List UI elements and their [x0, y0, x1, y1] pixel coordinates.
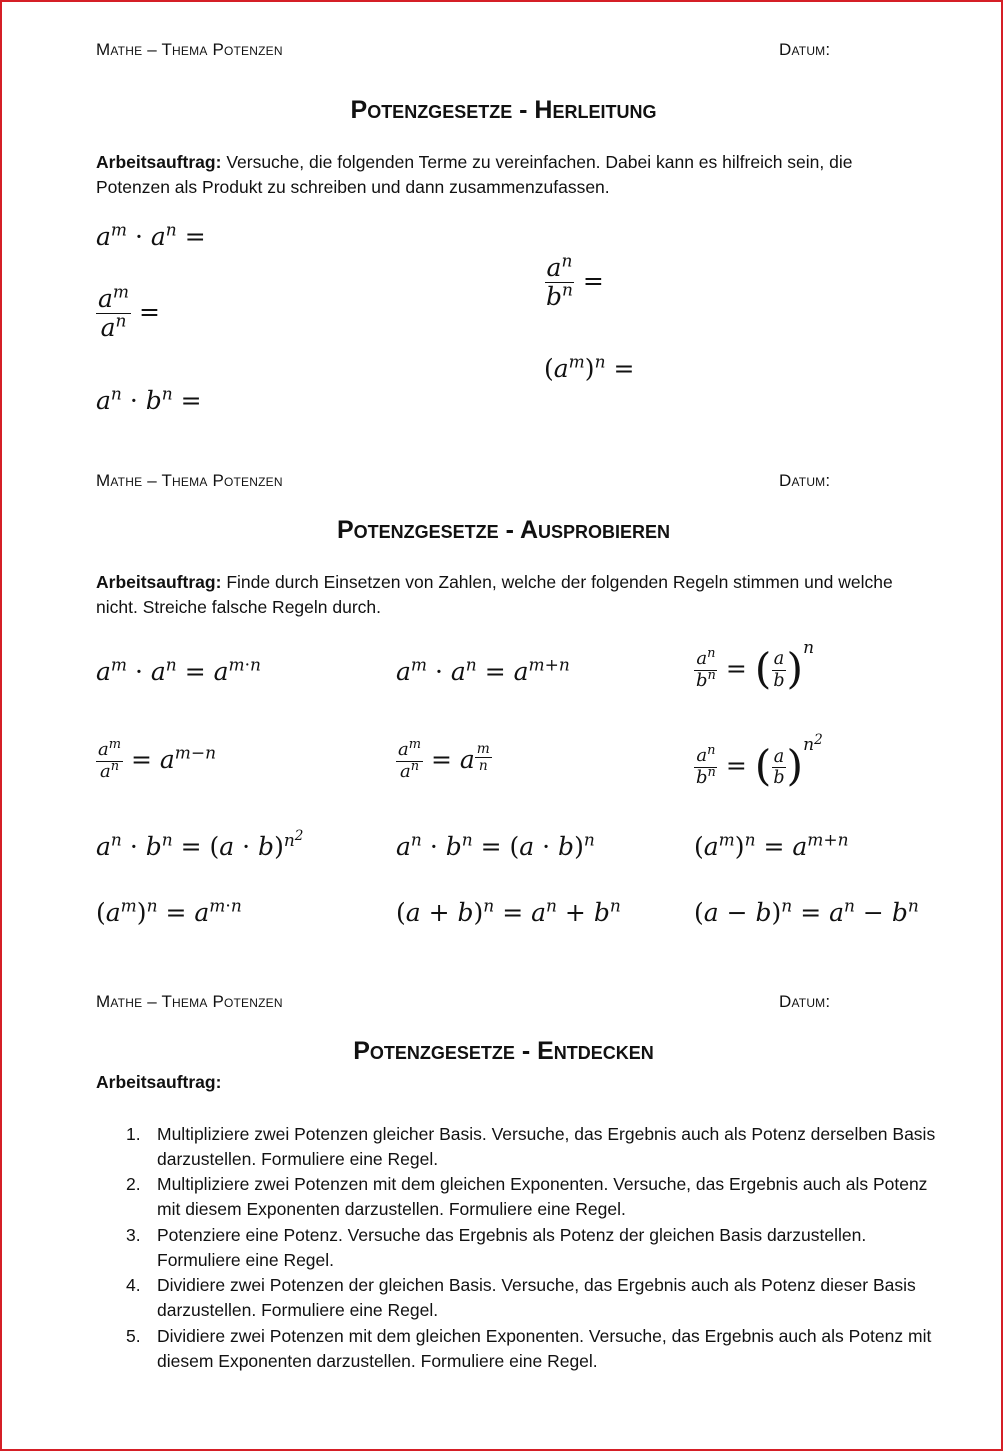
- math-rule: $\frac{a^n}{b^n}$ = ( $\frac{a}{b}$ )$^{n^2}$: [696, 732, 823, 792]
- math-expression: $(a^m)^n$ =: [544, 352, 635, 383]
- list-text: Dividiere zwei Potenzen der gleichen Basis. Versuche, das Ergebnis auch als Potenz dieser Basis darzustellen. Formuliere eine Regel.: [157, 1275, 916, 1320]
- list-item: [126, 1122, 937, 1172]
- task-label: Arbeitsauftrag:: [96, 152, 222, 172]
- header-subject: Mathe – Thema Potenzen: [96, 992, 283, 1011]
- math-rule: $\frac{a^m}{a^n}$ = $a^{m-n}$: [98, 736, 217, 782]
- header-date: Datum:: [779, 471, 831, 490]
- task-label: Arbeitsauftrag:: [96, 1072, 222, 1092]
- list-text: Multipliziere zwei Potenzen mit dem gleichen Exponenten. Versuche, das Ergebnis auch als Potenz mit diesem Exponenten darzustellen. Formuliere eine Regel.: [157, 1174, 928, 1219]
- math-rule: $a^n \cdot b^n = (a \cdot b)^n$: [396, 830, 595, 861]
- list-item: [126, 1273, 937, 1323]
- list-number: 1.: [126, 1124, 141, 1144]
- task-text: Versuche, die folgenden Terme zu vereinfachen. Dabei kann es hilfreich sein, die Potenzen als Produkt zu schreiben und dann zusammenzufassen.: [96, 152, 853, 197]
- math-rule: $a^m \cdot a^n = a^{m+n}$: [396, 655, 570, 686]
- section-title: Potenzgesetze - Ausprobieren: [336, 516, 671, 544]
- task-text: Finde durch Einsetzen von Zahlen, welche der folgenden Regeln stimmen und welche nicht. Streiche falsche Regeln durch.: [96, 572, 893, 617]
- section-title: Potenzgesetze - Herleitung: [350, 96, 657, 124]
- list-number: 4.: [126, 1275, 141, 1295]
- section-title: Potenzgesetze - Entdecken: [353, 1037, 654, 1065]
- header-subject: Mathe – Thema Potenzen: [96, 471, 283, 490]
- math-rule: $a^m \cdot a^n = a^{m\cdot n}$: [96, 655, 261, 686]
- math-rule: $a^n \cdot b^n = (a \cdot b)^{n^2}$: [96, 827, 304, 861]
- math-rule: $(a + b)^n = a^n + b^n$: [396, 896, 621, 927]
- task-instruction: [96, 1070, 221, 1095]
- math-rule: $(a^m)^n = a^{m+n}$: [694, 830, 849, 861]
- header-subject: Mathe – Thema Potenzen: [96, 40, 283, 59]
- math-rule: $\frac{a^m}{a^n}$ = a $\frac{m}{n}$: [398, 736, 490, 782]
- list-number: 2.: [126, 1174, 141, 1194]
- math-rule: $\frac{a^n}{b^n}$ = ( $\frac{a}{b}$ )$^n$: [696, 638, 815, 695]
- math-expression: $\frac{a^m}{a^n}$ =: [98, 282, 160, 343]
- header-date: Datum:: [779, 40, 831, 59]
- list-number: 3.: [126, 1225, 141, 1245]
- header-date: Datum:: [779, 992, 831, 1011]
- math-rule: $(a^m)^n = a^{m\cdot n}$: [96, 896, 242, 927]
- list-text: Multipliziere zwei Potenzen gleicher Basis. Versuche, das Ergebnis auch als Potenz derselben Basis darzustellen. Formuliere eine Regel.: [157, 1124, 936, 1169]
- list-item: [126, 1172, 937, 1222]
- list-item: [126, 1223, 937, 1273]
- math-expression: $a^m \cdot a^n$ =: [96, 220, 206, 251]
- math-rule: $(a - b)^n = a^n - b^n$: [694, 896, 919, 927]
- list-text: Potenziere eine Potenz. Versuche das Ergebnis als Potenz der gleichen Basis darzustellen. Formuliere eine Regel.: [157, 1225, 867, 1270]
- list-text: Dividiere zwei Potenzen mit dem gleichen Exponenten. Versuche, das Ergebnis auch als Potenz mit diesem Exponenten darzustellen. Formuliere eine Regel.: [157, 1326, 932, 1371]
- math-expression: $a^n \cdot b^n$ =: [96, 384, 202, 415]
- math-expression: $\frac{a^n}{b^n}$ =: [546, 251, 604, 312]
- task-instruction: [96, 570, 936, 620]
- list-item: [126, 1324, 937, 1374]
- list-number: 5.: [126, 1326, 141, 1346]
- task-label: Arbeitsauftrag:: [96, 572, 222, 592]
- task-instruction: [96, 150, 926, 200]
